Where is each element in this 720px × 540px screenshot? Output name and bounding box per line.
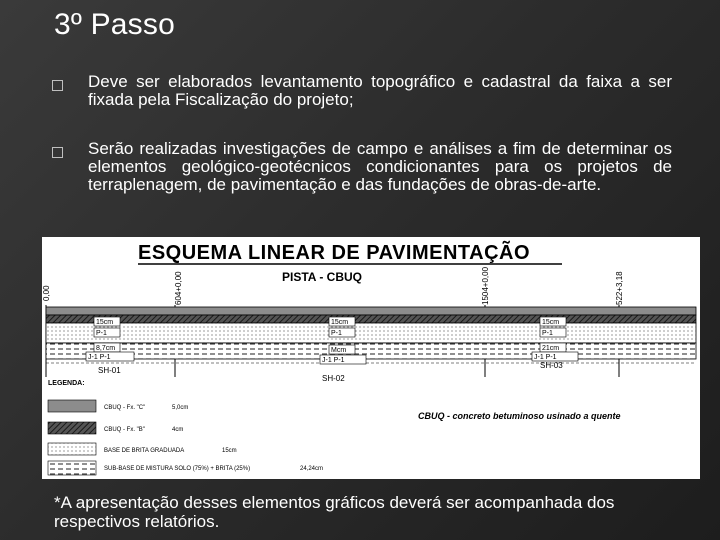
legend-label-2: CBUQ - Fx. "B" <box>104 427 145 433</box>
legend-label-4: SUB-BASE DE MISTURA SOLO (75%) + BRITA (25%) <box>104 466 251 472</box>
bullet-item-2 <box>52 140 672 194</box>
label-right-2: P-1 <box>542 330 553 337</box>
layer-brita-graduada <box>46 323 696 343</box>
bullet-square-icon <box>52 147 63 158</box>
layer-sub-base <box>46 343 696 359</box>
station-label-2: 604+0,00 <box>174 271 183 305</box>
label-left-2: P-1 <box>96 330 107 337</box>
diagram-subtitle: PISTA - CBUQ <box>282 270 362 284</box>
diagram-note: CBUQ - concreto betuminoso usinado a quente <box>418 411 621 421</box>
layer-cbuq-c <box>46 307 696 315</box>
section-label-2: SH-02 <box>322 374 345 383</box>
station-label-4: 522+3,18 <box>615 271 624 305</box>
label-center-3: Mcm <box>331 347 347 354</box>
section-label-3: SH-03 <box>540 361 563 370</box>
label-center-2: P-1 <box>331 330 342 337</box>
bullet-item-1 <box>52 73 672 109</box>
bullet-text-1: Deve ser elaborados levantamento topográfico e cadastral da faixa a ser fixada pela Fiscalização do projeto; <box>88 72 672 109</box>
label-right-3: 21cm <box>542 345 560 352</box>
legend-swatch-2 <box>48 422 96 434</box>
station-label-3: 1504+0,00 <box>481 266 490 305</box>
legend-value-2: 4cm <box>172 427 184 433</box>
label-left-4: J-1 P-1 <box>88 354 111 361</box>
legend-label-1: CBUQ - Fx. "C" <box>104 405 146 411</box>
bullet-square-icon <box>52 80 63 91</box>
layer-cbuq-b <box>46 315 696 323</box>
label-left-3: 8,7cm <box>96 345 116 352</box>
bullet-text-2: Serão realizadas investigações de campo e análises a fim de determinar os elementos geológico-geotécnicos condicionantes para os projetos de terraplenagem, de pavimentação e das fundações de obras-de-arte. <box>88 139 672 194</box>
legend-swatch-3 <box>48 443 96 455</box>
legend-value-4: 24,24cm <box>300 466 324 472</box>
footnote-text: *A apresentação desses elementos gráficos deverá ser acompanhada dos respectivos relatórios. <box>54 493 615 531</box>
label-right-1: 15cm <box>542 319 560 326</box>
label-center-1: 15cm <box>331 319 349 326</box>
label-right-4: J-1 P-1 <box>534 354 557 361</box>
station-label-1: 0,00 <box>42 285 51 301</box>
legend-value-1: 5,0cm <box>172 405 189 411</box>
label-left-1: 15cm <box>96 319 114 326</box>
legend-swatch-1 <box>48 400 96 412</box>
slide-title: 3º Passo <box>54 8 175 41</box>
legend-swatch-4 <box>48 461 96 475</box>
diagram-title: ESQUEMA LINEAR DE PAVIMENTAÇÃO <box>138 242 531 264</box>
label-center-4: J-1 P-1 <box>322 357 345 364</box>
legend-label-3: BASE DE BRITA GRADUADA <box>104 448 185 454</box>
legend-heading: LEGENDA: <box>48 380 85 387</box>
pavement-scheme-image <box>42 237 700 479</box>
section-label-1: SH-01 <box>98 366 121 375</box>
legend-value-3: 15cm <box>222 448 237 454</box>
